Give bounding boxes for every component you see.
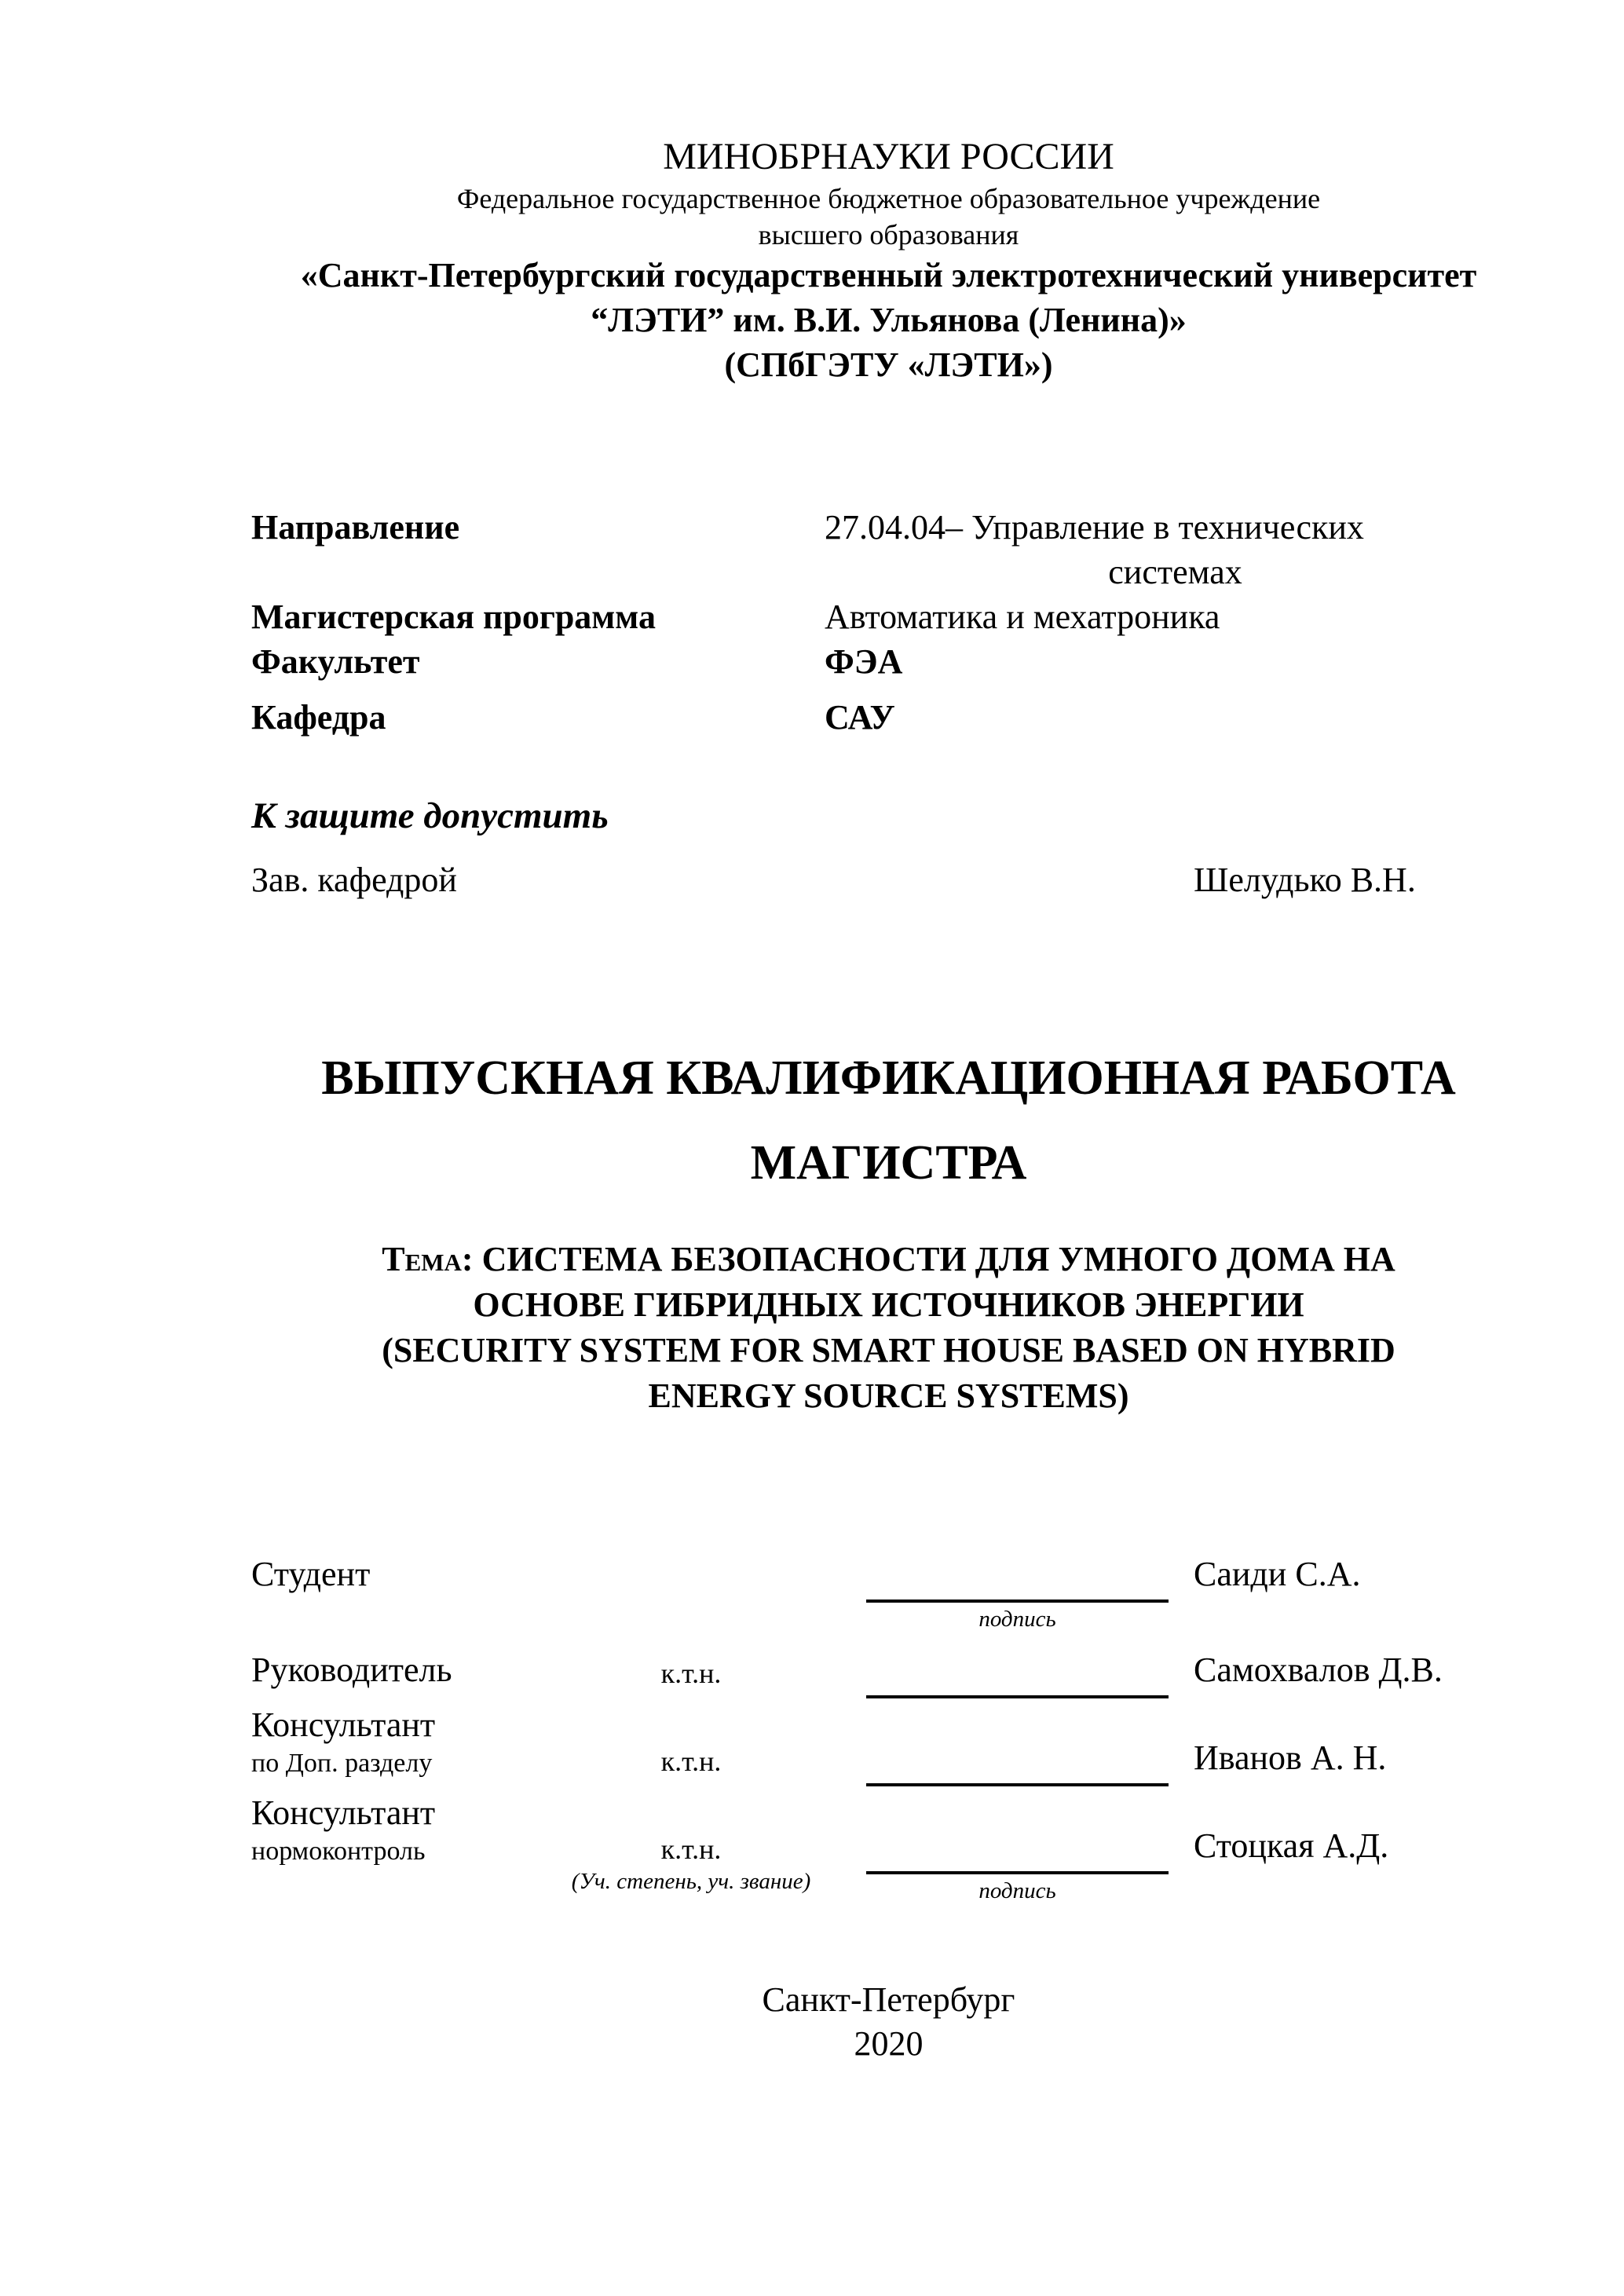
theme-line-1-text: СИСТЕМА БЕЗОПАСНОСТИ ДЛЯ УМНОГО ДОМА НА — [473, 1240, 1395, 1278]
consultant-2-role — [251, 1791, 550, 1868]
admit-to-defense-line: К защите допустить — [251, 795, 609, 836]
direction-value — [825, 505, 1526, 594]
signature-section — [251, 1552, 1526, 1903]
consultant-2-signature-line — [866, 1871, 1169, 1874]
student-signature-cell — [832, 1593, 1194, 1632]
field-row-direction — [251, 505, 1526, 594]
consultant-1-role-sub: по Доп. разделу — [251, 1749, 433, 1778]
footer-year: 2020 — [854, 2024, 924, 2063]
supervisor-role-label: Руководитель — [251, 1651, 452, 1689]
main-title-line-1: ВЫПУСКНАЯ КВАЛИФИКАЦИОННАЯ РАБОТА — [321, 1051, 1456, 1105]
department-head-label: Зав. кафедрой — [251, 861, 457, 899]
student-signature-caption: подпись — [978, 1607, 1056, 1632]
thesis-theme — [251, 1237, 1526, 1419]
consultant-1-role-label: Консультант — [251, 1706, 436, 1744]
signature-row-student — [251, 1552, 1526, 1632]
university-line-1: «Санкт-Петербургский государственный электротехнический университет — [300, 256, 1477, 294]
main-title — [251, 1036, 1526, 1205]
department-label: Кафедра — [251, 698, 386, 737]
program-fields — [251, 505, 1526, 740]
consultant-2-degree — [550, 1830, 832, 1894]
field-row-program — [251, 594, 1526, 639]
field-row-department — [251, 695, 1526, 740]
degree-caption: (Уч. степень, уч. звание) — [571, 1869, 811, 1894]
theme-line-1 — [251, 1237, 1526, 1282]
department-head-name: Шелудько В.Н. — [1194, 861, 1416, 899]
consultant-2-signature-cell — [832, 1865, 1194, 1903]
ministry-line: МИНОБРНАУКИ РОССИИ — [663, 136, 1114, 177]
program-label: Магистерская программа — [251, 598, 656, 636]
department-head-row — [251, 857, 1526, 902]
consultant-2-role-label: Консультант — [251, 1793, 436, 1832]
direction-value-line-2: системах — [1108, 553, 1242, 591]
consultant-1-degree: к.т.н. — [660, 1746, 722, 1777]
page-footer — [251, 1978, 1526, 2066]
consultant-2-name: Стоцкая А.Д. — [1194, 1826, 1389, 1865]
signature-row-supervisor — [251, 1648, 1526, 1692]
consultant-1-role — [251, 1703, 550, 1780]
direction-label: Направление — [251, 508, 460, 547]
theme-prefix: Тема: — [382, 1240, 474, 1278]
faculty-label: Факультет — [251, 642, 420, 681]
consultant-1-signature-cell — [832, 1777, 1194, 1780]
supervisor-signature-cell — [832, 1689, 1194, 1692]
faculty-value: ФЭА — [825, 642, 903, 681]
student-signature-line — [866, 1600, 1169, 1603]
direction-value-line-1: 27.04.04– Управление в технических — [825, 508, 1364, 547]
university-line-3: (СПбГЭТУ «ЛЭТИ») — [724, 345, 1053, 384]
supervisor-name: Самохвалов Д.В. — [1194, 1651, 1443, 1689]
document-header — [251, 133, 1526, 387]
program-value: Автоматика и мехатроника — [825, 598, 1220, 636]
supervisor-degree: к.т.н. — [660, 1658, 722, 1689]
field-row-faculty — [251, 639, 1526, 684]
consultant-2-signature-caption: подпись — [978, 1878, 1056, 1903]
main-title-line-2: МАГИСТРА — [750, 1136, 1027, 1190]
institution-line-1: Федеральное государственное бюджетное образовательное учреждение — [456, 183, 1321, 214]
consultant-1-name: Иванов А. Н. — [1194, 1738, 1387, 1777]
signature-row-consultant-1 — [251, 1703, 1526, 1780]
theme-line-3: (SECURITY SYSTEM FOR SMART HOUSE BASED ON HYBRID — [382, 1331, 1395, 1369]
consultant-2-role-sub: нормоконтроль — [251, 1837, 426, 1866]
supervisor-signature-line — [866, 1695, 1169, 1698]
university-line-2: “ЛЭТИ” им. В.И. Ульянова (Ленина)» — [591, 301, 1187, 339]
student-name: Саиди С.А. — [1194, 1555, 1361, 1593]
consultant-2-degree-text: к.т.н. — [660, 1834, 722, 1865]
signature-row-consultant-2 — [251, 1791, 1526, 1903]
institution-line-2: высшего образования — [758, 219, 1019, 250]
student-role-label: Студент — [251, 1555, 371, 1593]
footer-city: Санкт-Петербург — [762, 1980, 1015, 2019]
department-value: САУ — [825, 698, 895, 737]
consultant-1-signature-line — [866, 1783, 1169, 1786]
theme-line-4: ENERGY SOURCE SYSTEMS) — [648, 1377, 1129, 1415]
theme-line-2: ОСНОВЕ ГИБРИДНЫХ ИСТОЧНИКОВ ЭНЕРГИИ — [473, 1285, 1304, 1324]
